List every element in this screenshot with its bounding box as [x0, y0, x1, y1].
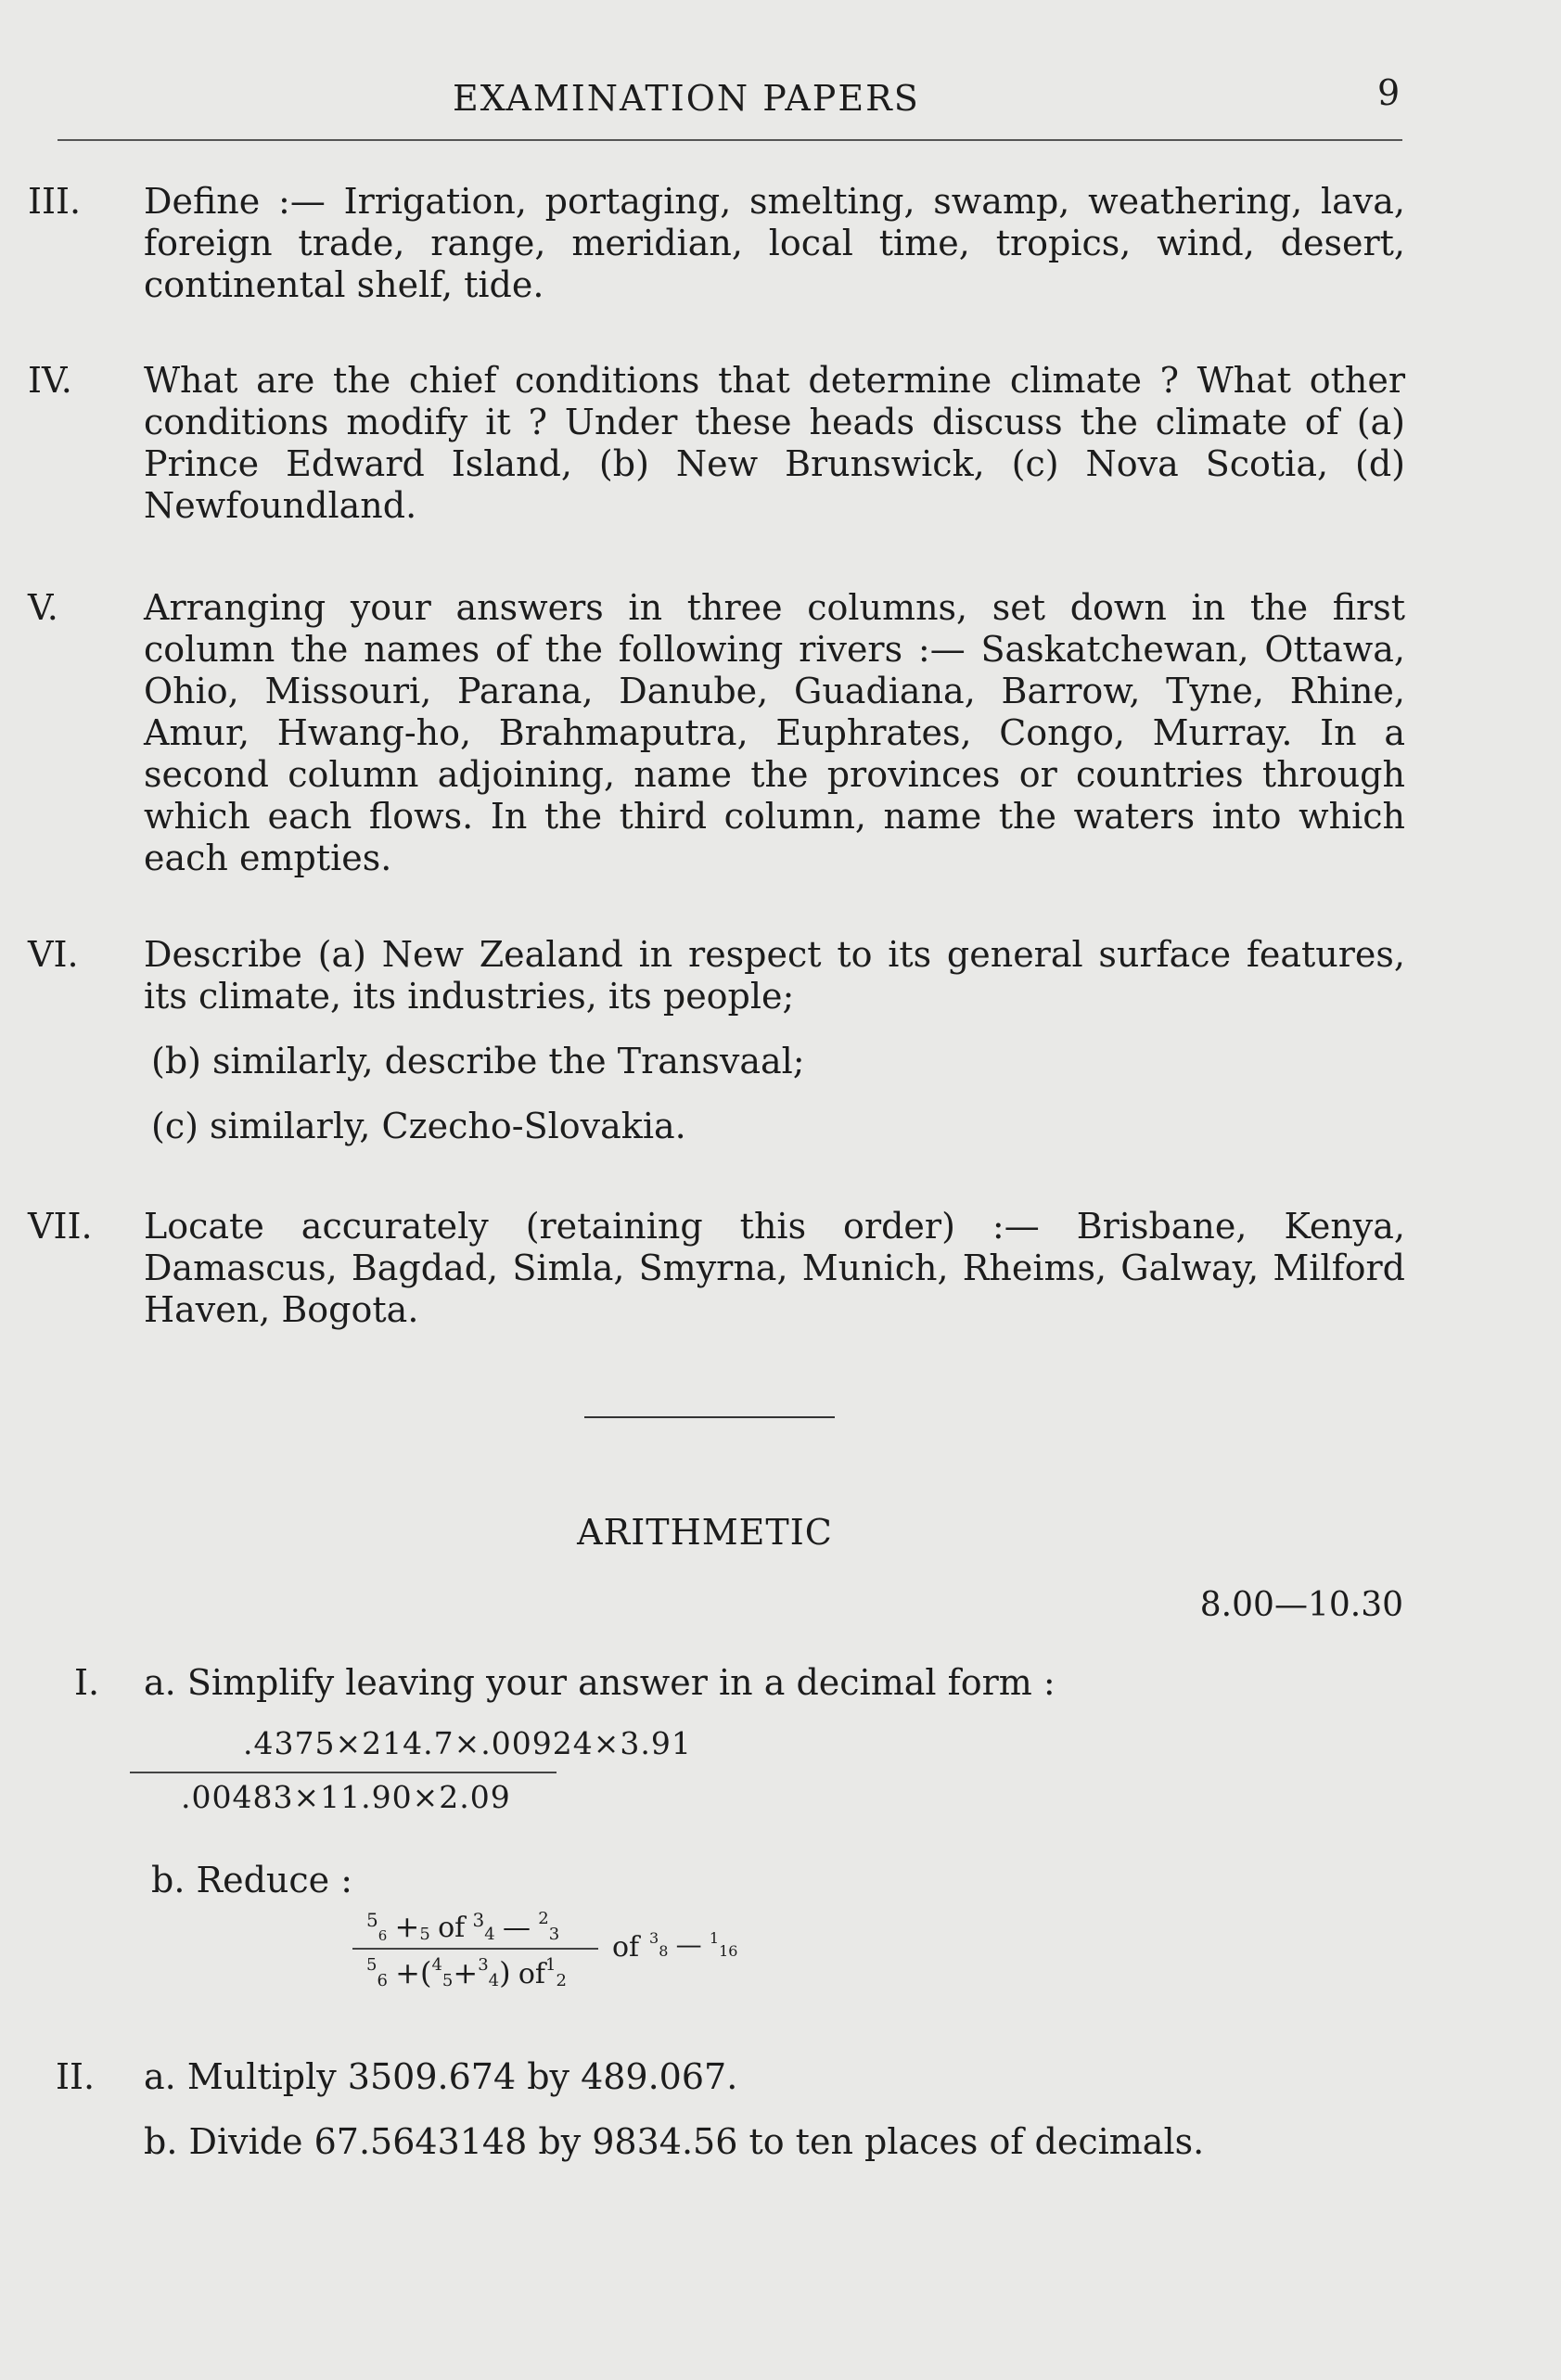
- sub-question-b: (b) similarly, describe the Transvaal;: [151, 1041, 805, 1081]
- question-text: a. Multiply 3509.674 by 489.067.: [144, 2056, 738, 2097]
- expression-bar: [352, 1948, 598, 1950]
- question-text: Locate accurately (retaining this order) :— Brisbane, Kenya, Damascus, Bagdad, Simla, Smyrna, Munich, Rheims, Galway, Milford Haven, Bogota.: [144, 1206, 1405, 1330]
- question-VI: [28, 934, 1405, 1147]
- question-number: III.: [28, 181, 82, 222]
- arithmetic-question-Ib: [144, 1860, 1405, 1901]
- question-text: Define :— Irrigation, portaging, smelting, swamp, weathering, lava, foreign trade, range, meridian, local time, tropics, wind, desert, continental shelf, tide.: [144, 181, 1405, 305]
- question-text: Arranging your answers in three columns, set down in the first column the names of the following rivers :— Saskatchewan, Ottawa, Ohio, Missouri, Parana, Danube, Guadiana, Barrow, Tyne, Rhine, Amur, Hwang-ho, Brahmaputra, Euphrates, Congo, Murray. In a second column adjoining, name the provinces or countries through which each flows. In the third column, name the waters into which each empties.: [144, 587, 1405, 878]
- question-number: II.: [56, 2056, 96, 2097]
- question-text: What are the chief conditions that determine climate ? What other conditions modify it ? Under these heads discuss the climate of (a) Prince Edward Island, (b) New Brunswick, (c) Nova Scotia, (d) Newfoundland.: [144, 360, 1405, 526]
- header-rule: [58, 139, 1402, 141]
- sub-question-c: (c) similarly, Czecho-Slovakia.: [151, 1106, 686, 1146]
- fraction-bar: [130, 1772, 557, 1773]
- section-time: 8.00—10.30: [1199, 1586, 1403, 1624]
- arithmetic-question-II: [56, 2056, 1405, 2163]
- fraction-numerator: .4375×214.7×.00924×3.91: [243, 1725, 692, 1761]
- question-number: V.: [28, 587, 58, 628]
- fraction-denominator: .00483×11.90×2.09: [181, 1779, 511, 1815]
- section-separator: [584, 1416, 835, 1418]
- question-text: a. Simplify leaving your answer in a decimal form :: [144, 1662, 1056, 1703]
- expression-numerator: $^5$6 +5 of $^3$4 — $^2$3: [366, 1909, 560, 1944]
- section-title: ARITHMETIC: [577, 1512, 833, 1553]
- question-number: I.: [74, 1662, 100, 1703]
- question-IV: [28, 360, 1405, 527]
- question-text: b. Reduce :: [151, 1860, 353, 1900]
- page-header: [0, 72, 1561, 128]
- question-text-b: b. Divide 67.5643148 by 9834.56 to ten places of decimals.: [144, 2121, 1205, 2162]
- arithmetic-question-I: [74, 1662, 1405, 1704]
- question-number: VII.: [28, 1206, 93, 1247]
- question-text: Describe (a) New Zealand in respect to its general surface features, its climate, its industries, its people;: [144, 934, 1405, 1017]
- question-number: IV.: [28, 360, 72, 401]
- expression-of: of: [612, 1931, 640, 1964]
- running-title: EXAMINATION PAPERS: [453, 78, 920, 119]
- question-number: VI.: [28, 934, 79, 975]
- expression-trailing: $^3$8 — $^1$16: [649, 1929, 738, 1960]
- question-III: [28, 181, 1405, 306]
- expression-denominator: $^5$6 +($^4$5+$^3$4) $of^12$: [366, 1955, 567, 1990]
- page-number: 9: [1377, 72, 1401, 113]
- question-V: [28, 587, 1405, 879]
- question-VII: [28, 1206, 1405, 1331]
